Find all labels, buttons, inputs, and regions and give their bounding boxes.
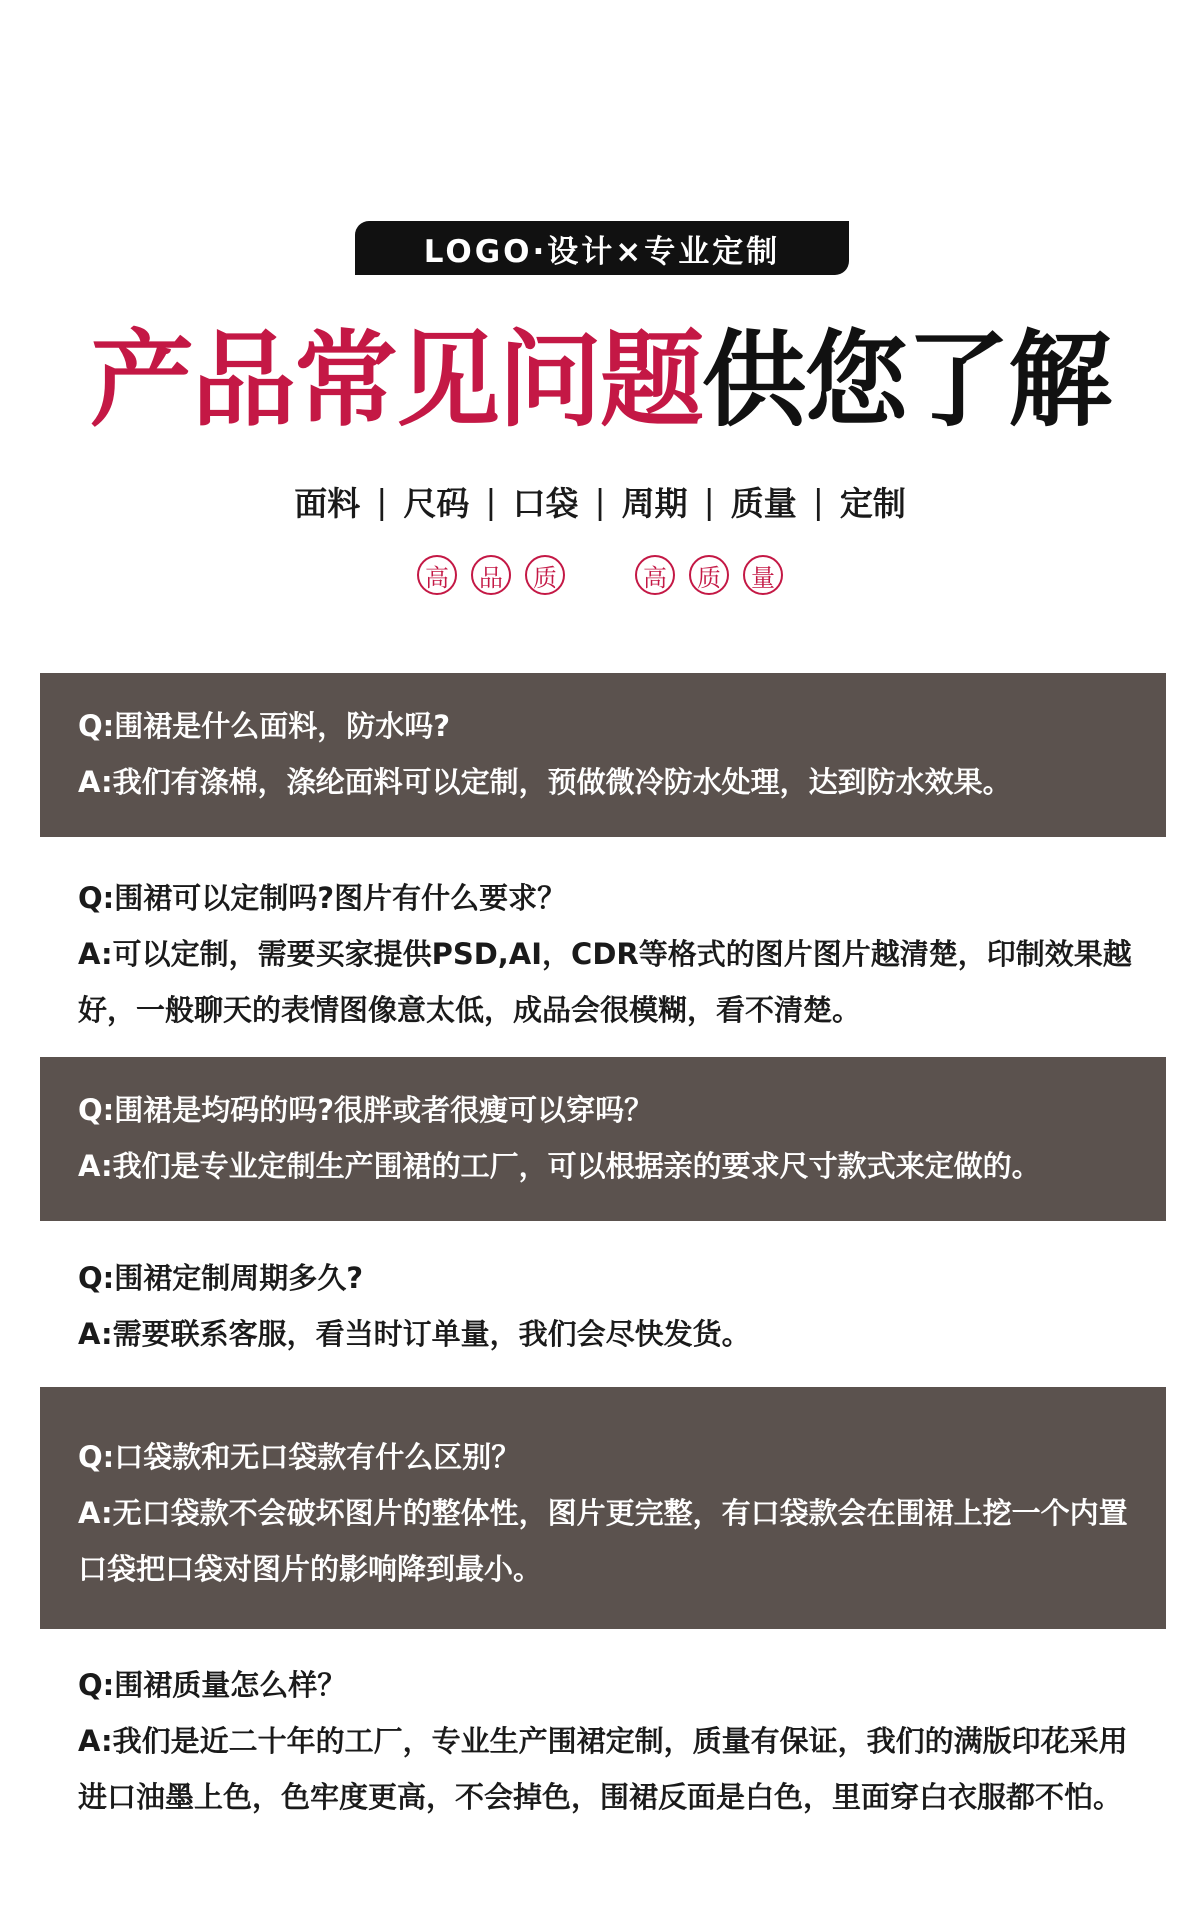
faq-item-sizing bbox=[40, 1057, 1166, 1221]
faq-answer: A:需要联系客服，看当时订单量，我们会尽快发货。 bbox=[78, 1317, 751, 1351]
faq-item-quality bbox=[40, 1650, 1166, 1900]
faq-answer: A:我们有涤棉，涤纶面料可以定制，预做微冷防水处理，达到防水效果。 bbox=[78, 765, 1012, 799]
circle-char: 高 bbox=[635, 555, 675, 595]
faq-question: Q:围裙是均码的吗?很胖或者很瘦可以穿吗？ bbox=[78, 1093, 654, 1127]
circle-char: 质 bbox=[689, 555, 729, 595]
category-separator: | bbox=[485, 482, 497, 521]
page-title bbox=[0, 318, 1200, 442]
circle-char: 品 bbox=[471, 555, 511, 595]
quality-group-high-quality bbox=[635, 555, 783, 595]
faq-item-fabric bbox=[40, 673, 1166, 837]
category-separator: | bbox=[812, 482, 824, 521]
faq-answer: A:可以定制，需要买家提供PSD,AI，CDR等格式的图片图片越清楚，印制效果越好，一般聊天的表情图像意太低，成品会很模糊，看不清楚。 bbox=[78, 937, 1132, 1027]
faq-answer: A:我们是近二十年的工厂，专业生产围裙定制，质量有保证，我们的满版印花采用进口油墨上色，色牢度更高，不会掉色，围裙反面是白色，里面穿白衣服都不怕。 bbox=[78, 1724, 1128, 1814]
category-separator: | bbox=[594, 482, 606, 521]
faq-question: Q:口袋款和无口袋款有什么区别？ bbox=[78, 1440, 521, 1474]
faq-item-customization bbox=[40, 860, 1166, 1040]
circle-char: 高 bbox=[417, 555, 457, 595]
faq-question: Q:围裙质量怎么样？ bbox=[78, 1668, 347, 1702]
faq-question: Q:围裙定制周期多久? bbox=[78, 1261, 364, 1295]
faq-item-lead-time bbox=[40, 1246, 1166, 1376]
page-title-red: 产品常见问题 bbox=[89, 319, 702, 441]
faq-answer: A:无口袋款不会破坏图片的整体性，图片更完整，有口袋款会在围裙上挖一个内置口袋把口袋对图片的影响降到最小。 bbox=[78, 1496, 1128, 1586]
faq-item-pocket bbox=[40, 1387, 1166, 1629]
category-quality: 质量 bbox=[730, 484, 797, 523]
category-size: 尺码 bbox=[403, 484, 470, 523]
category-separator: | bbox=[703, 482, 715, 521]
header-badge: LOGO·设计×专业定制 bbox=[355, 221, 849, 275]
quality-group-high-grade bbox=[417, 555, 565, 595]
category-custom: 定制 bbox=[839, 484, 906, 523]
faq-question: Q:围裙是什么面料，防水吗? bbox=[78, 709, 451, 743]
category-fabric: 面料 bbox=[294, 484, 361, 523]
category-separator: | bbox=[376, 482, 388, 521]
circle-char: 量 bbox=[743, 555, 783, 595]
category-list bbox=[0, 478, 1200, 525]
page-title-black: 供您了解 bbox=[702, 319, 1111, 441]
quality-badges bbox=[0, 555, 1200, 595]
faq-answer: A:我们是专业定制生产围裙的工厂，可以根据亲的要求尺寸款式来定做的。 bbox=[78, 1149, 1041, 1183]
category-cycle: 周期 bbox=[621, 484, 688, 523]
faq-question: Q:围裙可以定制吗?图片有什么要求？ bbox=[78, 881, 567, 915]
category-pocket: 口袋 bbox=[512, 484, 579, 523]
circle-char: 质 bbox=[525, 555, 565, 595]
